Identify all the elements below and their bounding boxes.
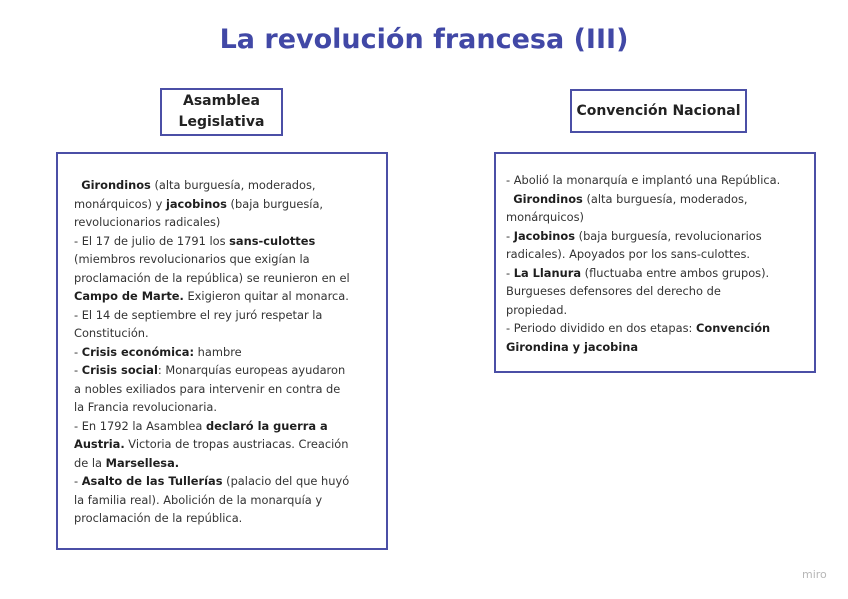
- text-span: proclamación de la república.: [74, 511, 243, 525]
- text-line: [74, 398, 378, 417]
- text-span: Victoria de tropas austriacas. Creación: [124, 437, 349, 451]
- bold-text: Girondina y jacobina: [506, 339, 639, 354]
- text-span: : Monarquías europeas ayudaron: [157, 363, 346, 377]
- heading-label: Convención Nacional: [576, 102, 741, 119]
- text-span: - El 14 de septiembre el rey juró respetar la: [74, 307, 323, 322]
- text-line: [74, 287, 378, 306]
- bold-text: La Llanura: [513, 265, 582, 280]
- text-line: [506, 245, 806, 264]
- text-line: [74, 491, 378, 510]
- text-span: - Periodo dividido en dos etapas:: [506, 321, 697, 335]
- text-line: [74, 343, 378, 362]
- text-line: [74, 380, 378, 399]
- text-line: [74, 417, 378, 436]
- text-span: - El 17 de julio de 1791 los: [74, 233, 230, 248]
- text-line: [74, 306, 378, 325]
- text-line: [506, 171, 806, 190]
- convencion-nacional-text-box[interactable]: [494, 152, 816, 373]
- text-span: (fluctuaba entre ambos grupos).: [581, 265, 770, 280]
- asamblea-legislativa-text-box[interactable]: [56, 152, 388, 550]
- text-line: [74, 250, 378, 269]
- text-span: proclamación de la república) se reunieron en el: [74, 270, 350, 285]
- text-span: (baja burguesía,: [226, 196, 324, 211]
- text-line: [506, 282, 806, 301]
- text-span: - En 1792 la Asamblea: [74, 418, 206, 433]
- text-line: [74, 435, 378, 454]
- bold-text: Girondinos: [513, 191, 583, 206]
- convencion-nacional-heading-box[interactable]: [570, 89, 747, 133]
- text-span: -: [74, 474, 82, 488]
- text-line: [506, 338, 806, 357]
- miro-watermark: miro: [802, 568, 827, 581]
- text-line: [506, 190, 806, 209]
- bold-text: Asalto de las Tullerías: [81, 474, 223, 488]
- text-span: monárquicos) y: [74, 196, 166, 211]
- bold-text: Crisis económica:: [81, 344, 195, 359]
- text-span: hambre: [194, 344, 242, 359]
- bold-text: Marsellesa.: [105, 455, 180, 470]
- bold-text: sans-culottes: [229, 233, 316, 248]
- bold-text: Jacobinos: [513, 228, 576, 243]
- text-span: (miembros revolucionarios que exigían la: [74, 252, 310, 266]
- heading-line-2: Legislativa: [178, 114, 265, 130]
- text-span: (alta burguesía, moderados,: [150, 178, 316, 192]
- text-span: radicales). Apoyados por los sans-culottes.: [506, 247, 751, 261]
- text-span: revolucionarios radicales): [74, 215, 221, 229]
- text-span: - Abolió la monarquía e implantó una República.: [506, 173, 781, 187]
- text-span: monárquicos): [506, 210, 584, 224]
- text-span: la Francia revolucionaria.: [74, 400, 217, 414]
- text-line: [74, 454, 378, 473]
- text-span: -: [74, 363, 82, 377]
- text-line: [74, 176, 378, 195]
- asamblea-legislativa-heading-box[interactable]: [160, 88, 283, 136]
- page-title: La revolución francesa (III): [219, 24, 629, 55]
- text-line: [74, 509, 378, 528]
- bold-text: Campo de Marte.: [74, 289, 184, 303]
- bold-text: Austria.: [74, 437, 125, 451]
- text-span: -: [506, 265, 514, 280]
- text-span: -: [74, 344, 82, 359]
- text-line: [74, 324, 378, 343]
- bold-text: Girondinos: [81, 178, 151, 192]
- text-line: [74, 269, 378, 288]
- text-line: [506, 301, 806, 320]
- text-line: [506, 208, 806, 227]
- text-line: [74, 213, 378, 232]
- text-span: (alta burguesía, moderados,: [582, 191, 748, 206]
- text-span: Burgueses defensores del derecho de: [506, 284, 721, 298]
- bold-text: Crisis social: [81, 363, 158, 377]
- text-span: propiedad.: [506, 302, 568, 317]
- text-span: de la: [74, 455, 106, 470]
- text-line: [74, 232, 378, 251]
- text-span: la familia real). Abolición de la monarquía y: [74, 492, 323, 507]
- text-span: (baja burguesía, revolucionarios: [575, 228, 762, 243]
- text-span: Exigieron quitar al monarca.: [183, 289, 349, 303]
- text-span: (palacio del que huyó: [222, 474, 350, 488]
- heading-line-1: Asamblea: [183, 93, 260, 109]
- bold-text: Convención: [696, 321, 771, 335]
- text-span: a nobles exiliados para intervenir en contra de: [74, 381, 341, 396]
- text-span: Constitución.: [74, 326, 149, 340]
- text-line: [74, 472, 378, 491]
- text-line: [74, 195, 378, 214]
- text-line: [74, 361, 378, 380]
- text-line: [506, 227, 806, 246]
- bold-text: declaró la guerra a: [205, 418, 328, 433]
- bold-text: jacobinos: [165, 196, 227, 211]
- text-line: [506, 319, 806, 338]
- text-span: -: [506, 228, 514, 243]
- text-line: [506, 264, 806, 283]
